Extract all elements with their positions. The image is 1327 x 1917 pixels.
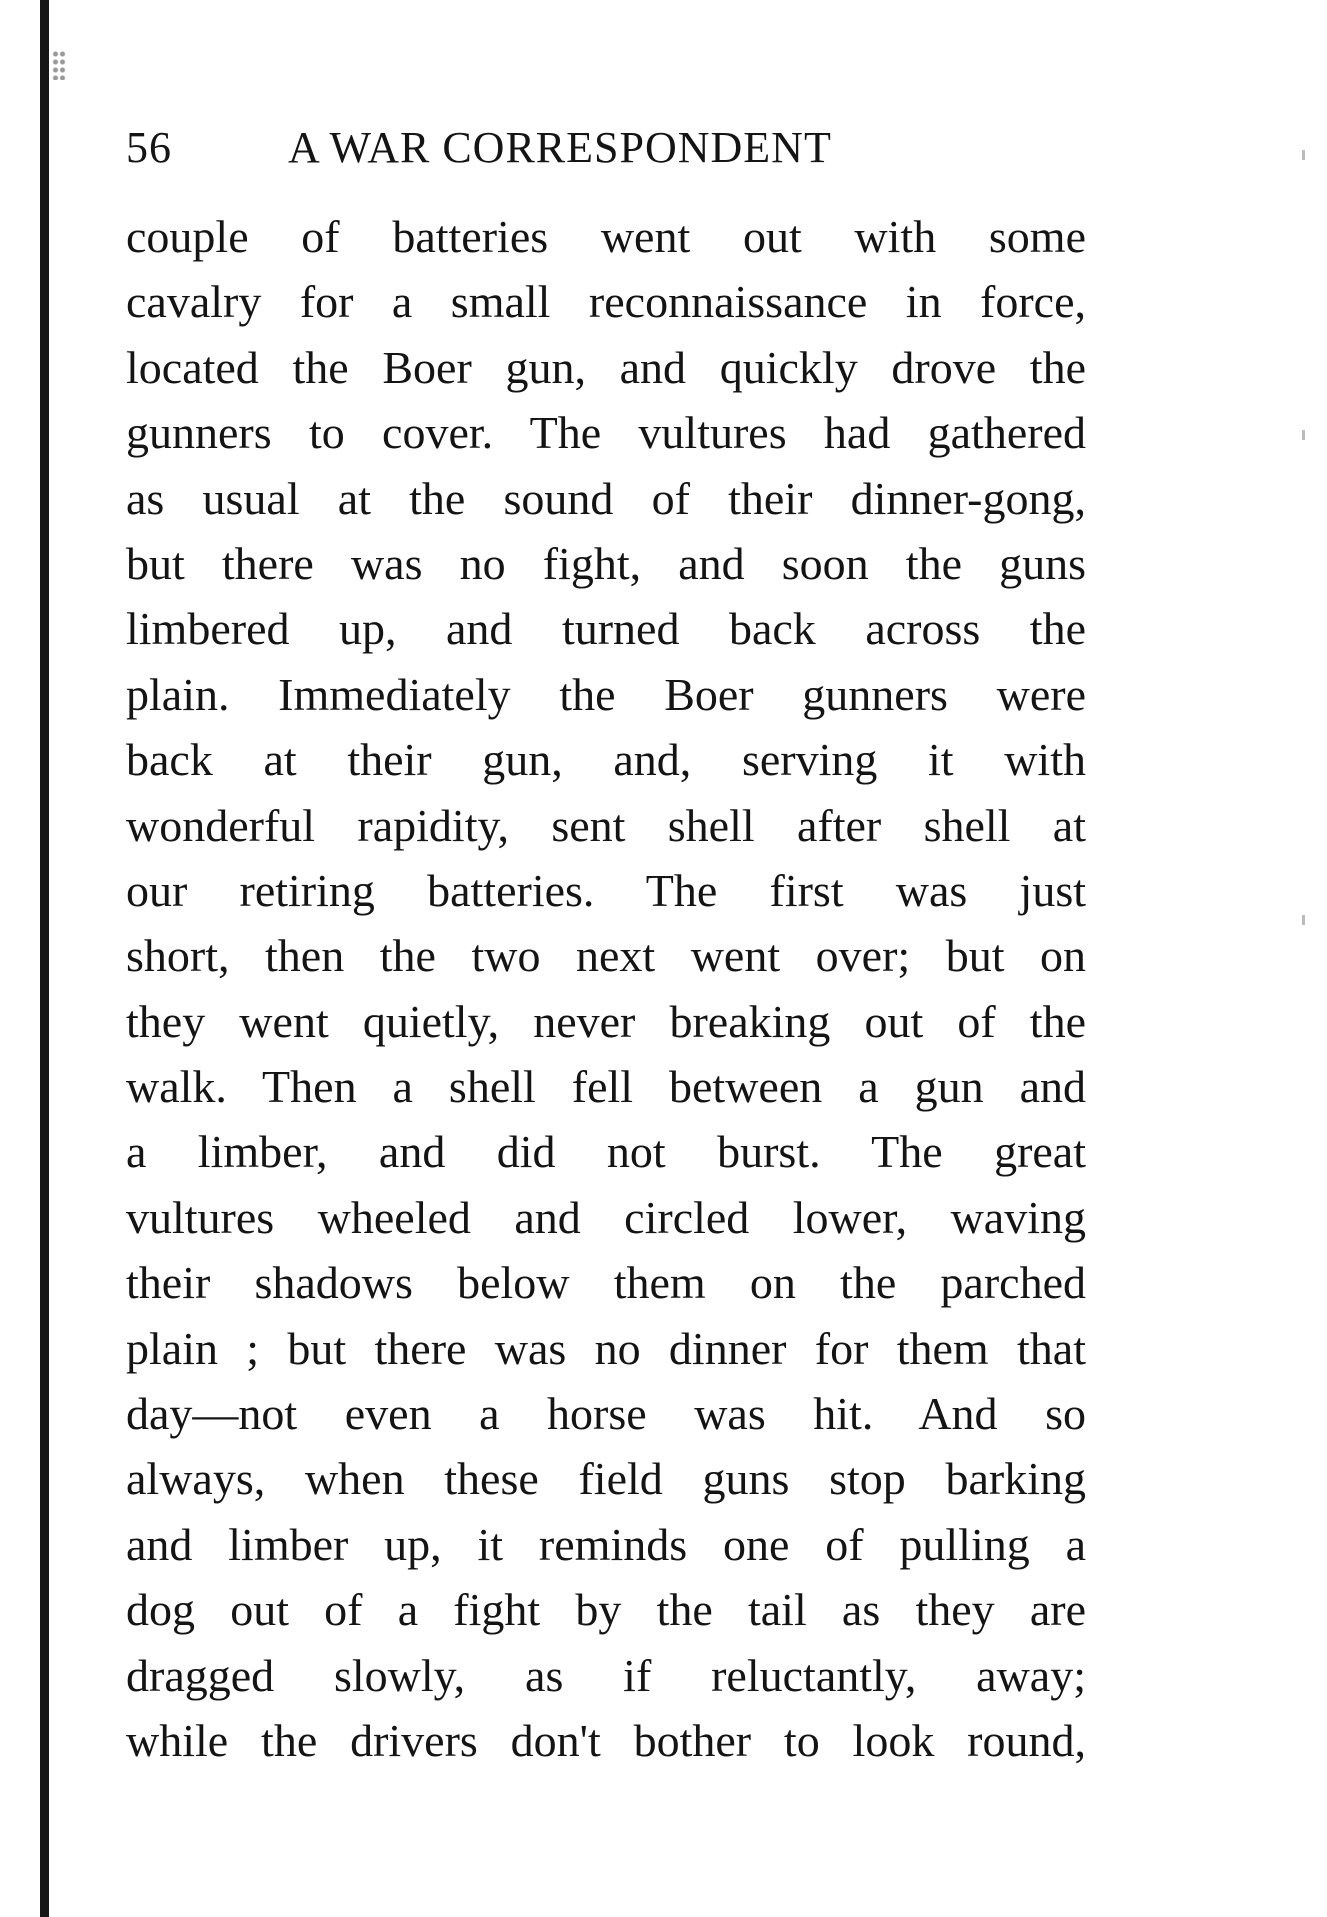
text-line: couple of batteries went out with some bbox=[126, 211, 1086, 262]
body-text bbox=[126, 204, 1086, 1773]
text-line: and limber up, it reminds one of pulling a bbox=[126, 1518, 1086, 1570]
text-line: plain ; but there was no dinner for them that bbox=[126, 1322, 1086, 1374]
text-line: their shadows below them on the parched bbox=[126, 1257, 1086, 1309]
edge-mark bbox=[1302, 430, 1305, 440]
text-line: always, when these field guns stop barking bbox=[126, 1453, 1086, 1505]
text-line: wonderful rapidity, sent shell after shell at bbox=[126, 799, 1086, 851]
text-line: back at their gun, and, serving it with bbox=[126, 734, 1086, 786]
edge-mark bbox=[1302, 915, 1305, 925]
scan-speck bbox=[52, 50, 66, 80]
page-number: 56 bbox=[126, 123, 172, 172]
text-line: short, then the two next went over; but on bbox=[126, 930, 1086, 982]
text-line: our retiring batteries. The first was just bbox=[126, 864, 1086, 916]
binding-gutter bbox=[40, 0, 49, 1917]
text-line: a limber, and did not burst. The great bbox=[126, 1126, 1086, 1178]
running-head: A WAR CORRESPONDENT bbox=[288, 123, 832, 172]
text-line: gunners to cover. The vultures had gathered bbox=[126, 407, 1086, 459]
text-line: walk. Then a shell fell between a gun and bbox=[126, 1061, 1086, 1113]
text-line: limbered up, and turned back across the bbox=[126, 603, 1086, 655]
text-line: as usual at the sound of their dinner-gong, bbox=[126, 472, 1086, 524]
text-line: they went quietly, never breaking out of the bbox=[126, 995, 1086, 1047]
text-line: dragged slowly, as if reluctantly, away; bbox=[126, 1649, 1086, 1701]
page-header bbox=[126, 118, 1046, 178]
text-line: cavalry for a small reconnaissance in force, bbox=[126, 276, 1086, 328]
text-line: vultures wheeled and circled lower, waving bbox=[126, 1191, 1086, 1243]
text-line: day—not even a horse was hit. And so bbox=[126, 1388, 1086, 1440]
text-line: plain. Immediately the Boer gunners were bbox=[126, 668, 1086, 720]
text-line: but there was no fight, and soon the guns bbox=[126, 537, 1086, 589]
text-line: located the Boer gun, and quickly drove the bbox=[126, 341, 1086, 393]
text-line: while the drivers don't bother to look round, bbox=[126, 1714, 1086, 1766]
text-line: dog out of a fight by the tail as they are bbox=[126, 1584, 1086, 1636]
edge-mark bbox=[1302, 150, 1305, 160]
